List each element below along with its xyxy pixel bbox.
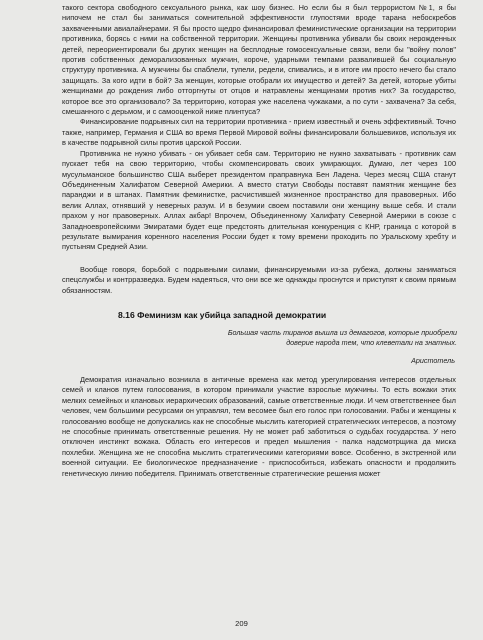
paragraph: Демократия изначально возникла в античные времена как метод урегулирования интересов отдельных семей и кланов путем голосования, в котором принимали участие взрослые мужчины. То есть вожаки этих мелких семейных и клановых иерархических образований, самые ответственные люди. И чем ответственнее был человек, чем большими ресурсами он управлял, тем весомее был его голос при голосовании. Рабы и женщины к голосованию вообще не допускались как не способные мыслить категорией стратегических интересов, а поэтому не способные принимать ответственные решения. Ну не может раб заботиться о судьбах государства. У него отключен инстинкт вожака. Область его интересов и предел мышления - палка надсмотрщика да миска похлебки. Женщина же не способна мыслить стратегическими категориями вовсе. Особенно, в экстренной или военной ситуации. Ее биологическое предназначение - приспособиться, избежать опасности и продолжить генетическую линию победителя. Принимать ответственные стратегические решения может — [62, 375, 456, 478]
page-number: 209 — [235, 619, 248, 628]
epigraph-quote: Большая часть тиранов вышла из демагогов, которые приобрели доверие народа тем, что клеветали на знатных. — [227, 328, 457, 347]
epigraph-author: Аристотель — [411, 356, 455, 365]
body-text-block-1 — [62, 3, 456, 253]
body-text-block-2 — [62, 265, 456, 296]
paragraph: Противника не нужно убивать - он убивает себя сам. Территорию не нужно захватывать - противник сам пускает тебя на свою территорию, чтобы скомпенсировать своих умирающих. Думаю, лет через 100 мусульманское большинство США выберет президентом праправнука Бен Ладена. Через месяц США станут Объединенным Халифатом Северной Америки. А вместо статуи Свободы поставят памятник женщине без паранджи и в штанах. Памятник феминистке, расчистившей жизненное пространство для правоверных. Ибо велик Аллах, отнявший у неверных разум. И в безумии своем поставили они женщину выше себя. И стали прахом у ног правоверных. Аллах акбар! Впрочем, Объединенному Халифату Северной Америки в союзе с Западноевропейскими Эмиратами будет еще предстоять длительная конкуренция с КНР, граница с которой в результате вымирания коренного населения России будет к тому времени проходить по Уральскому хребту и пустыням Средней Азии. — [62, 148, 456, 252]
paragraph: Финансирование подрывных сил на территории противника - прием известный и очень эффективный. Точно также, например, Германия и США во время Первой Мировой войны финансировали большевиков, используя их в качестве подрывной силы против царской России. — [62, 117, 456, 148]
paragraph: Вообще говоря, борьбой с подрывными силами, финансируемыми из-за рубежа, должны заниматься спецслужбы и контрразведка. Будем надеяться, что они все же однажды проснутся и приступят к своим прямым обязанностям. — [62, 265, 456, 295]
section-heading: 8.16 Феминизм как убийца западной демократии — [118, 310, 327, 320]
body-text-block-3 — [62, 375, 456, 479]
paragraph: такого сектора свободного сексуального рынка, как шоу бизнес. Но если бы я был террористом №1, я бы нипочем не стал бы заниматься сомнительной эффективности глупостями вроде тарана небоскребов захваченными авиалайнерами. Я бы просто щедро финансировал феминистические организации на территории противника, борясь с ними на собственной территории. Женщины противника убивали бы своих нерожденных детей, переориентировали бы других женщин на бесплодные гомосексуальные связи, вели бы "войну полов" против собственных деморализованных мужчин, короче, ударными темпами развалившей бы социальную структуру противника. А мужчины бы спаблели, тупели, редели, спивались, и в итоге им просто нечего бы стало защищать. За кого идти в бой? За женщин, которые отобрали их имущество и детей? За детей, которые убиты женщинами до рождения либо отторгнуты от отцов и натравлены женщинами против них? За государство, которое все это организовало? За территорию, которая уже населена чужаками, а по сути - захвачена? За себя, смешанного с дерьмом, и с самооценкой ниже плинтуса? — [62, 3, 456, 117]
